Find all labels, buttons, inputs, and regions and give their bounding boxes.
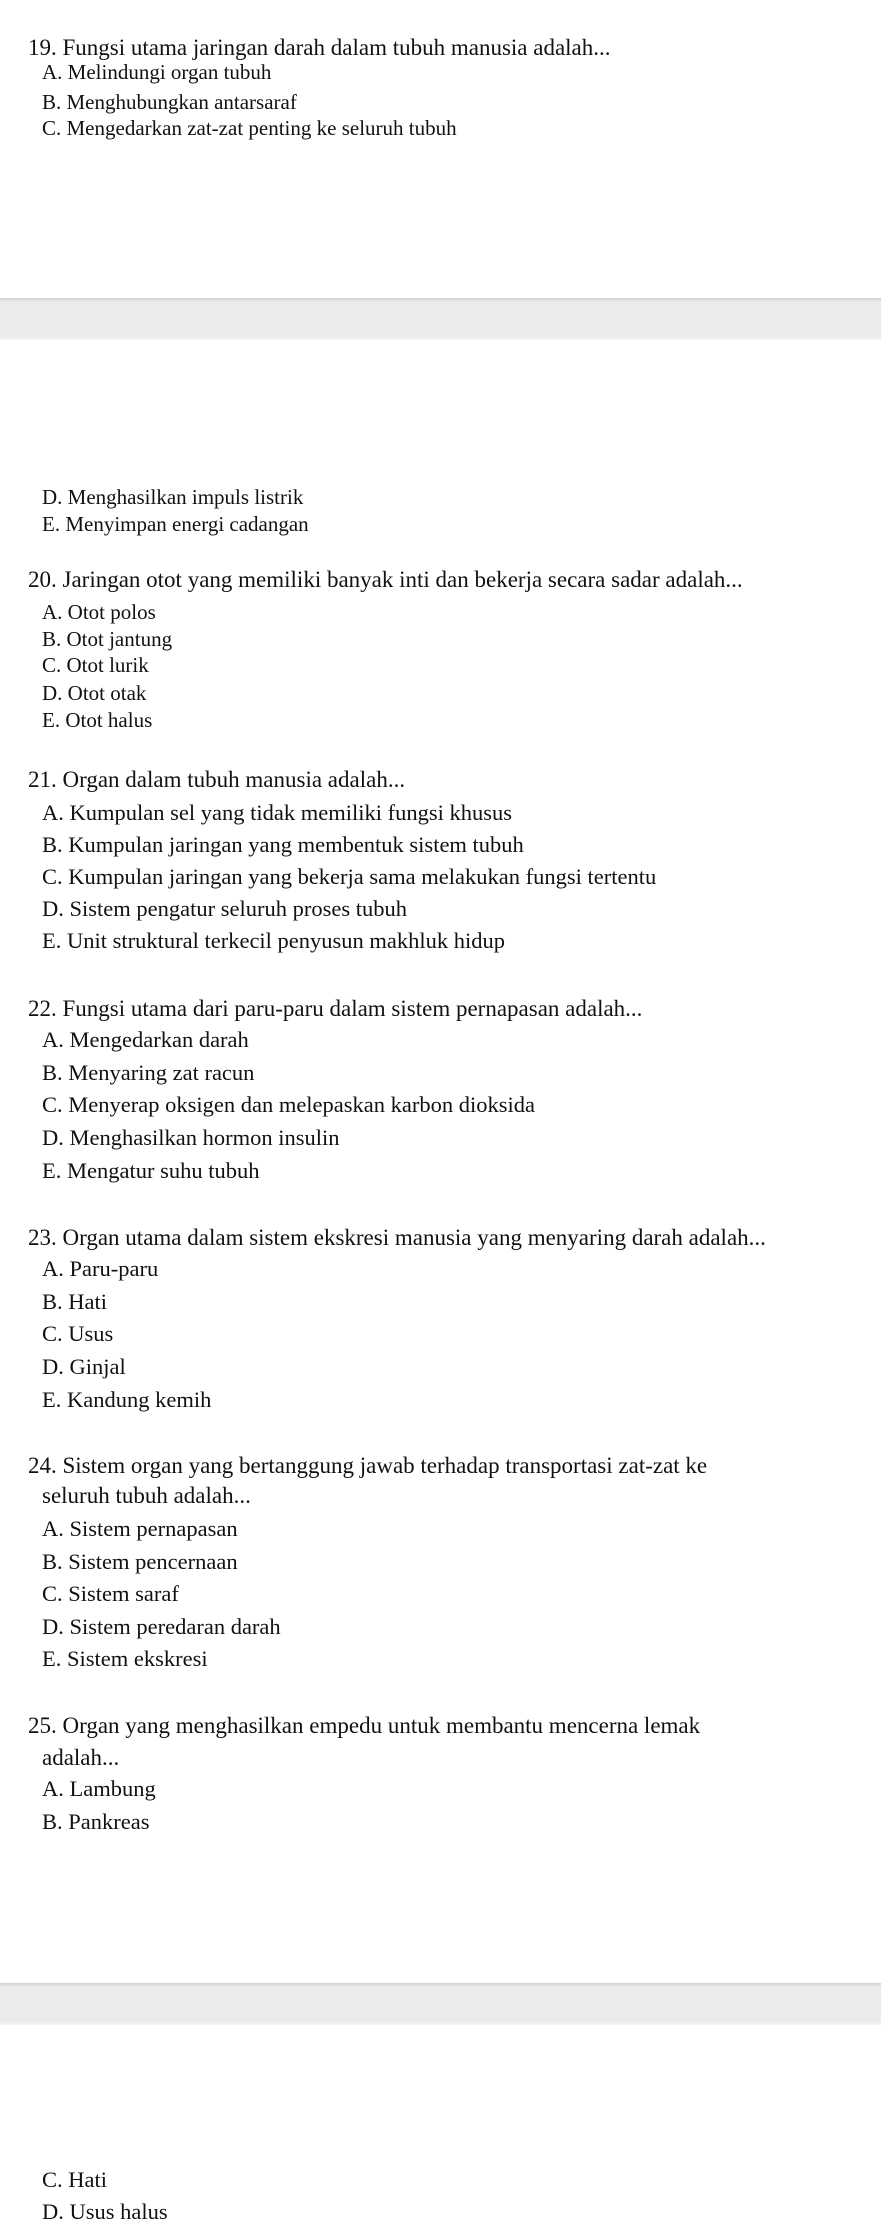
- q23-option-d[interactable]: D. Ginjal: [42, 1354, 126, 1379]
- question-25-continued: adalah...: [42, 1745, 120, 1770]
- q24-option-a[interactable]: A. Sistem pernapasan: [42, 1516, 238, 1541]
- q22-option-e[interactable]: E. Mengatur suhu tubuh: [42, 1158, 260, 1183]
- q23-option-b[interactable]: B. Hati: [42, 1289, 107, 1314]
- q21-option-c[interactable]: C. Kumpulan jaringan yang bekerja sama melakukan fungsi tertentu: [42, 864, 657, 889]
- q19-option-c[interactable]: C. Mengedarkan zat-zat penting ke seluruh tubuh: [42, 116, 457, 140]
- q21-option-a[interactable]: A. Kumpulan sel yang tidak memiliki fungsi khusus: [42, 800, 512, 825]
- q24-option-d[interactable]: D. Sistem peredaran darah: [42, 1614, 281, 1639]
- question-text: Fungsi utama dari paru-paru dalam sistem pernapasan adalah...: [62, 996, 643, 1021]
- question-24: [28, 1454, 707, 1477]
- q21-option-e[interactable]: E. Unit struktural terkecil penyusun makhluk hidup: [42, 928, 506, 953]
- q22-option-c[interactable]: C. Menyerap oksigen dan melepaskan karbon dioksida: [42, 1092, 536, 1117]
- question-text: Fungsi utama jaringan darah dalam tubuh manusia adalah...: [62, 35, 611, 60]
- page-gap: [0, 1983, 881, 2025]
- question-21: [28, 768, 405, 791]
- q24-option-e[interactable]: E. Sistem ekskresi: [42, 1646, 208, 1671]
- question-25: [28, 1714, 700, 1737]
- question-number: 23.: [28, 1225, 57, 1250]
- q25-option-b[interactable]: B. Pankreas: [42, 1809, 150, 1834]
- q20-option-b[interactable]: B. Otot jantung: [42, 627, 173, 651]
- q21-option-b[interactable]: B. Kumpulan jaringan yang membentuk sistem tubuh: [42, 832, 524, 857]
- q20-option-c[interactable]: C. Otot lurik: [42, 653, 149, 677]
- question-text: Sistem organ yang bertanggung jawab terhadap transportasi zat-zat ke: [62, 1453, 708, 1478]
- q25-option-d[interactable]: D. Usus halus: [42, 2199, 168, 2224]
- q23-option-c[interactable]: C. Usus: [42, 1321, 114, 1346]
- q20-option-d[interactable]: D. Otot otak: [42, 681, 147, 705]
- question-text: Jaringan otot yang memiliki banyak inti dan bekerja secara sadar adalah...: [62, 567, 743, 592]
- question-number: 21.: [28, 767, 57, 792]
- q25-option-c[interactable]: C. Hati: [42, 2167, 107, 2192]
- question-number: 22.: [28, 996, 57, 1021]
- question-22: [28, 997, 642, 1020]
- page-gap: [0, 298, 881, 340]
- q24-option-c[interactable]: C. Sistem saraf: [42, 1581, 179, 1606]
- question-number: 25.: [28, 1713, 57, 1738]
- q19-option-b[interactable]: B. Menghubungkan antarsaraf: [42, 90, 297, 114]
- question-24-continued: seluruh tubuh adalah...: [42, 1483, 251, 1508]
- question-number: 24.: [28, 1453, 57, 1478]
- q22-option-b[interactable]: B. Menyaring zat racun: [42, 1060, 255, 1085]
- q19-option-a[interactable]: A. Melindungi organ tubuh: [42, 60, 272, 84]
- q23-option-e[interactable]: E. Kandung kemih: [42, 1387, 212, 1412]
- question-20: [28, 568, 743, 591]
- q23-option-a[interactable]: A. Paru-paru: [42, 1256, 159, 1281]
- question-number: 20.: [28, 567, 57, 592]
- question-text: Organ dalam tubuh manusia adalah...: [62, 767, 406, 792]
- question-23: [28, 1226, 766, 1249]
- question-text: Organ yang menghasilkan empedu untuk membantu mencerna lemak: [62, 1713, 701, 1738]
- q22-option-d[interactable]: D. Menghasilkan hormon insulin: [42, 1125, 340, 1150]
- q21-option-d[interactable]: D. Sistem pengatur seluruh proses tubuh: [42, 896, 407, 921]
- q22-option-a[interactable]: A. Mengedarkan darah: [42, 1027, 249, 1052]
- question-text: Organ utama dalam sistem ekskresi manusia yang menyaring darah adalah...: [62, 1225, 766, 1250]
- q19-option-d[interactable]: D. Menghasilkan impuls listrik: [42, 485, 304, 509]
- q20-option-e[interactable]: E. Otot halus: [42, 708, 153, 732]
- q25-option-a[interactable]: A. Lambung: [42, 1776, 156, 1801]
- q24-option-b[interactable]: B. Sistem pencernaan: [42, 1549, 238, 1574]
- question-19: [28, 36, 611, 59]
- q20-option-a[interactable]: A. Otot polos: [42, 600, 156, 624]
- question-number: 19.: [28, 35, 57, 60]
- q19-option-e[interactable]: E. Menyimpan energi cadangan: [42, 512, 309, 536]
